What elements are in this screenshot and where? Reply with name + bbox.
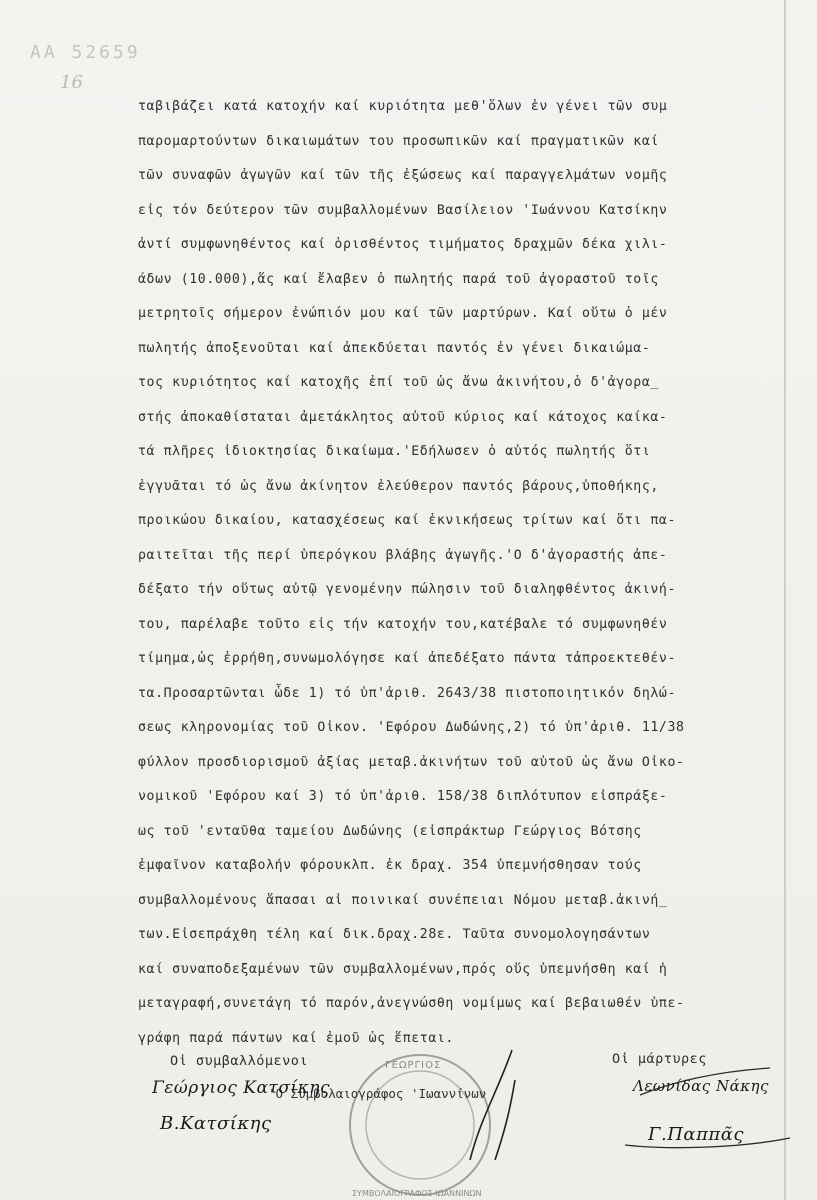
- text-line: προικώου δικαίου, κατασχέσεως καί ἐκνικήσεως τρίτων καί ὅτι πα-: [138, 513, 676, 528]
- text-line: τά πλῆρες ἰδιοκτησίας δικαίωμα.'Εδήλωσεν ὁ αὐτός πωλητής ὅτι: [138, 444, 651, 459]
- text-line: γράφη παρά πάντων καί ἐμοῦ ὡς ἕπεται.: [138, 1030, 454, 1046]
- text-line: τίμημα,ὡς ἐρρήθη,συνωμολόγησε καί ἀπεδέξατο πάντα τἀπροεκτεθέν-: [138, 651, 676, 666]
- text-line: ἀντί συμφωνηθέντος καί ὁρισθέντος τιμήματος δραχμῶν δέκα χιλι-: [138, 237, 668, 252]
- party-signature-1: Γεώργιος Κατσίκης: [152, 1078, 330, 1098]
- text-line: δέξατο τήν οὕτως αὐτῷ γενομένην πώλησιν τοῦ διαληφθέντος ἀκινή-: [138, 582, 676, 597]
- text-line: σεως κληρονομίας τοῦ Οἰκον. 'Εφόρου Δωδώνης,2) τό ὑπ'ἀριθ. 11/38: [138, 720, 685, 735]
- text-line: καί συναποδεξαμένων τῶν συμβαλλομένων,πρός οὕς ὑπεμνήσθη καί ἡ: [138, 961, 668, 977]
- stamp-text-bottom: ΣΥΜΒΟΛΑΙΟΓΡΑΦΟΣ ΙΩΑΝΝΙΝΩΝ: [352, 1189, 482, 1198]
- text-line: πωλητής ἀποξενοῦται καί ἀπεκδύεται παντός ἐν γένει δικαιώμα-: [138, 340, 651, 356]
- notary-label: 'Ο Συμβολαιογράφος 'Ιωαννίνων: [268, 1086, 487, 1101]
- text-line: φύλλον προσδιορισμοῦ ἀξίας μεταβ.ἀκινήτων τοῦ αὐτοῦ ὡς ἄνω Οἰκο-: [138, 754, 685, 770]
- text-line: ἐμφαῖνον καταβολήν φόρουκλπ. ἐκ δραχ. 354 ὑπεμνήσθησαν τούς: [138, 858, 642, 873]
- text-line: ταβιβάζει κατά κατοχήν καί κυριότητα μεθ'ὅλων ἐν γένει τῶν συμ: [138, 99, 668, 114]
- text-line: ραιτεῖται τῆς περί ὑπερόγκου βλάβης ἀγωγῆς.'Ο δ'ἀγοραστής ἀπε-: [138, 547, 668, 563]
- page-number-mark: 16: [60, 72, 83, 93]
- party-signature-2: Β.Κατσίκης: [160, 1113, 272, 1134]
- parties-label: Οἱ συμβαλλόμενοι: [170, 1053, 309, 1069]
- text-line: ως τοῦ 'ενταῦθα ταμείου Δωδώνης (εἰσπράκτωρ Γεώργιος Βότσης: [138, 823, 642, 839]
- serial-number: ΑΑ 52659: [30, 42, 141, 63]
- text-line: συμβαλλομένους ἅπασαι αἱ ποινικαί συνέπειαι Νόμου μεταβ.ἀκινή_: [138, 892, 668, 908]
- text-line: μετρητοῖς σήμερον ἐνώπιόν μου καί τῶν μαρτύρων. Καί οὕτω ὁ μέν: [138, 306, 668, 321]
- stamp-text-top: ΓΕΩΡΓΙΟΣ: [385, 1060, 442, 1071]
- text-line: εἰς τόν δεύτερον τῶν συμβαλλομένων Βασίλειον 'Ιωάννου Κατσίκην: [138, 202, 668, 218]
- text-line: των.Εἰσεπράχθη τέλη καί δικ.δραχ.28ε. Ταῦτα συνομολογησάντων: [138, 927, 651, 942]
- notary-stamp: [350, 1055, 490, 1198]
- witnesses-label: Οἱ μάρτυρες: [612, 1051, 707, 1067]
- text-line: του, παρέλαβε τοῦτο εἰς τήν κατοχήν του,κατέβαλε τό συμφωνηθέν: [138, 616, 668, 632]
- text-line: μεταγραφή,συνετάγη τό παρόν,ἀνεγνώσθη νομίμως καί βεβαιωθέν ὑπε-: [138, 996, 685, 1011]
- text-line: παρομαρτούντων δικαιωμάτων του προσωπικῶν καί πραγματικῶν καί: [138, 133, 659, 149]
- text-line: νομικοῦ 'Εφόρου καί 3) τό ὑπ'ἀριθ. 158/38 διπλότυπον εἰσπράξε-: [138, 789, 668, 804]
- notary-signature-stroke: [470, 1050, 515, 1160]
- text-line: τος κυριότητος καί κατοχῆς ἐπί τοῦ ὡς ἄνω ἀκινήτου,ὁ δ'ἀγορα_: [138, 375, 659, 390]
- witness-signature-2: Γ.Παππᾶς: [648, 1124, 744, 1145]
- text-line: στής ἀποκαθίσταται ἀμετάκλητος αὐτοῦ κύριος καί κάτοχος καίκα-: [138, 409, 668, 425]
- text-line: τῶν συναφῶν ἀγωγῶν καί τῶν τῆς ἐξώσεως καί παραγγελμάτων νομῆς: [138, 168, 668, 183]
- text-line: τα.Προσαρτῶνται ὧδε 1) τό ὑπ'ἀριθ. 2643/38 πιστοποιητικόν δηλώ-: [138, 685, 676, 701]
- text-line: ἐγγυᾶται τό ὡς ἄνω ἀκίνητον ἐλεύθερον παντός βάρους,ὑποθήκης,: [138, 478, 659, 494]
- text-line: άδων (10.000),ἅς καί ἔλαβεν ὁ πωλητής παρά τοῦ ἀγοραστοῦ τοῖς: [138, 271, 659, 287]
- witness-signature-1: Λεωνίδας Νάκης: [633, 1077, 769, 1095]
